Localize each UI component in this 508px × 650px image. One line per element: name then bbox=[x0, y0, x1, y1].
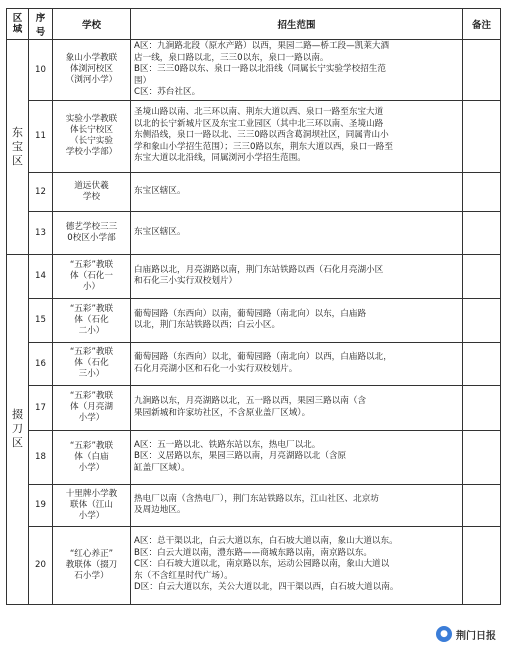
enrollment-scope: 白庙路以北，月亮湖路以南，荆门东站铁路以西（石化月亮湖小区 和石化三小实行双校划片） bbox=[131, 254, 463, 298]
row-number: 10 bbox=[29, 40, 53, 101]
table-row bbox=[7, 40, 501, 101]
table-row bbox=[7, 484, 501, 526]
district-cell: 东 宝 区 bbox=[7, 40, 29, 255]
enrollment-scope: 圣境山路以南、北三环以南、荆东大道以西、泉口一路至东宝大道 以北的长宁新城片区及东宝工业园区（其中北三环以南、圣境山路 东侧沿线，泉口一路以北、三三0路以西含葛洞坝社区，同属青山小 学和象山小学招生范围）；三三0路以东，荆东大道以西，泉口一路至 东宝大道以北沿线，同属浏河小学招生范围。 bbox=[131, 100, 463, 172]
table-row bbox=[7, 342, 501, 385]
note-cell bbox=[463, 526, 501, 604]
enrollment-table bbox=[6, 8, 501, 605]
row-number: 11 bbox=[29, 100, 53, 172]
school-name: “五彩”教联 体（白庙 小学） bbox=[53, 430, 131, 484]
school-name: 道远伏羲 学校 bbox=[53, 172, 131, 211]
school-name: 十里牌小学教 联体（江山 小学） bbox=[53, 484, 131, 526]
table-row bbox=[7, 430, 501, 484]
header-scope: 招生范围 bbox=[131, 9, 463, 40]
enrollment-scope: 葡萄园路（东西向）以南，葡萄园路（南北向）以东，白庙路 以北，荆门东站铁路以西；白云小区。 bbox=[131, 298, 463, 342]
header-note: 备注 bbox=[463, 9, 501, 40]
wechat-icon: ● bbox=[436, 626, 452, 642]
row-number: 19 bbox=[29, 484, 53, 526]
school-name: 德艺学校三三 0校区小学部 bbox=[53, 211, 131, 254]
enrollment-scope: A区：五一路以北、铁路东站以东，热电厂以北。 B区：义居路以东，果园三路以南，月亮湖路以北（含原 缸盖厂区域）。 bbox=[131, 430, 463, 484]
enrollment-scope: 热电厂以南（含热电厂），荆门东站铁路以东，江山社区、北京坊 及周边地区。 bbox=[131, 484, 463, 526]
enrollment-scope: 东宝区辖区。 bbox=[131, 211, 463, 254]
school-name: “红心养正” 教联体（掇刀 石小学） bbox=[53, 526, 131, 604]
note-cell bbox=[463, 254, 501, 298]
header-num: 序号 bbox=[29, 9, 53, 40]
watermark-text: 荆门日报 bbox=[456, 630, 496, 642]
enrollment-scope: 葡萄园路（东西向）以北，葡萄园路（南北向）以西，白庙路以北， 石化月亮湖小区和石化一小实行双校划片。 bbox=[131, 342, 463, 385]
row-number: 14 bbox=[29, 254, 53, 298]
school-name: 实验小学教联 体长宁校区 （长宁实验 学校小学部） bbox=[53, 100, 131, 172]
row-number: 17 bbox=[29, 385, 53, 430]
note-cell bbox=[463, 172, 501, 211]
row-number: 13 bbox=[29, 211, 53, 254]
note-cell bbox=[463, 342, 501, 385]
note-cell bbox=[463, 484, 501, 526]
district-cell: 掇 刀 区 bbox=[7, 254, 29, 604]
row-number: 18 bbox=[29, 430, 53, 484]
source-watermark bbox=[432, 624, 500, 644]
school-name: “五彩”教联 体（月亮湖 小学） bbox=[53, 385, 131, 430]
enrollment-scope: A区：九涧路北段（原水产路）以西，果园二路—桥工段—凯莱大酒 店一线，泉口路以北，三三0以东，泉口一路以南。 B区：三三0路以东、泉口一路以北沿线（同属长宁实验学校招生范 围） C区：苏台社区。 bbox=[131, 40, 463, 101]
note-cell bbox=[463, 298, 501, 342]
header-school: 学校 bbox=[53, 9, 131, 40]
table-row bbox=[7, 298, 501, 342]
row-number: 15 bbox=[29, 298, 53, 342]
table-row bbox=[7, 254, 501, 298]
table-row bbox=[7, 526, 501, 604]
note-cell bbox=[463, 430, 501, 484]
school-name: “五彩”教联 体（石化一 小） bbox=[53, 254, 131, 298]
enrollment-scope: A区：总干渠以北，白云大道以东，白石坡大道以南，象山大道以东。 B区：白云大道以南，澧东路——商城东路以南，南京路以东。 C区：白石坡大道以北，南京路以东，运动公园路以南，象山大道以 东（不含红星时代广场）。 D区：白云大道以东，关公大道以北，四干渠以西，白石坡大道以南。 bbox=[131, 526, 463, 604]
school-name: “五彩”教联 体（石化 三小） bbox=[53, 342, 131, 385]
note-cell bbox=[463, 40, 501, 101]
table-header-row bbox=[7, 9, 501, 40]
header-district: 区域 bbox=[7, 9, 29, 40]
table-row bbox=[7, 211, 501, 254]
table-row bbox=[7, 172, 501, 211]
table-row bbox=[7, 100, 501, 172]
row-number: 12 bbox=[29, 172, 53, 211]
school-name: “五彩”教联 体（石化 二小） bbox=[53, 298, 131, 342]
enrollment-scope: 九涧路以东，月亮湖路以北，五一路以西，果园三路以南（含 果园新城和许家坊社区，不含原业盖厂区域）。 bbox=[131, 385, 463, 430]
row-number: 20 bbox=[29, 526, 53, 604]
row-number: 16 bbox=[29, 342, 53, 385]
note-cell bbox=[463, 211, 501, 254]
note-cell bbox=[463, 385, 501, 430]
school-name: 象山小学教联 体浏河校区 （浏河小学） bbox=[53, 40, 131, 101]
enrollment-scope: 东宝区辖区。 bbox=[131, 172, 463, 211]
table-row bbox=[7, 385, 501, 430]
note-cell bbox=[463, 100, 501, 172]
